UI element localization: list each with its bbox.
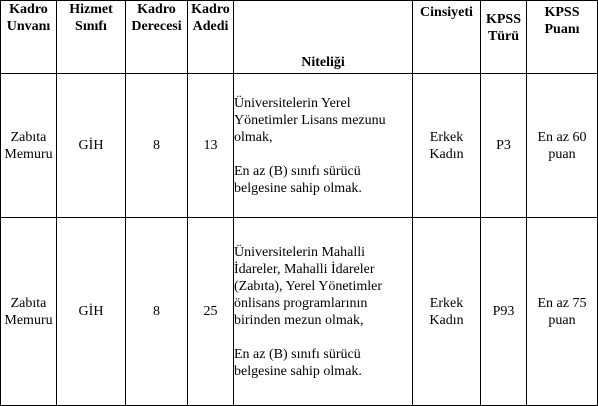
cell-niteligi	[234, 74, 413, 218]
cell-kpss-puani: En az 60 puan	[527, 74, 598, 218]
nitelik-paragraph: Üniversitelerin Mahalli İdareler, Mahalli İdareler (Zabıta), Yerel Yönetimler önlisans programlarının birinden mezun olmak,	[234, 244, 382, 328]
header-kadro-derecesi: Kadro Derecesi	[126, 1, 188, 74]
cell-kadro-adedi: 25	[188, 218, 234, 406]
nitelik-paragraph: En az (B) sınıfı sürücü belgesine sahip olmak.	[234, 163, 362, 196]
cell-kpss-turu: P3	[481, 74, 527, 218]
header-hizmet-sinifi: Hizmet Sınıfı	[57, 1, 126, 74]
header-kadro-adedi: Kadro Adedi	[188, 1, 234, 74]
cell-cinsiyeti: Erkek Kadın	[413, 74, 481, 218]
table-row	[1, 74, 598, 218]
header-row	[1, 1, 598, 74]
cell-kadro-derecesi: 8	[126, 218, 188, 406]
header-kpss-puani: KPSS Puanı	[527, 1, 598, 74]
header-kadro-unvani: Kadro Unvanı	[1, 1, 57, 74]
cell-kadro-adedi: 13	[188, 74, 234, 218]
nitelik-paragraph: Üniversitelerin Yerel Yönetimler Lisans mezunu olmak,	[234, 95, 386, 145]
cell-hizmet-sinifi: GİH	[57, 74, 126, 218]
nitelik-paragraph: En az (B) sınıfı sürücü belgesine sahip olmak.	[234, 346, 362, 379]
cell-niteligi	[234, 218, 413, 406]
cell-kpss-turu: P93	[481, 218, 527, 406]
cell-kpss-puani: En az 75 puan	[527, 218, 598, 406]
cell-hizmet-sinifi: GİH	[57, 218, 126, 406]
header-niteligi: Niteliği	[234, 1, 413, 74]
cell-cinsiyeti: Erkek Kadın	[413, 218, 481, 406]
cell-kadro-unvani: Zabıta Memuru	[1, 218, 57, 406]
header-kpss-turu: KPSS Türü	[481, 1, 527, 74]
cell-kadro-unvani: Zabıta Memuru	[1, 74, 57, 218]
cell-kadro-derecesi: 8	[126, 74, 188, 218]
header-cinsiyeti: Cinsiyeti	[413, 1, 481, 74]
table-row	[1, 218, 598, 406]
